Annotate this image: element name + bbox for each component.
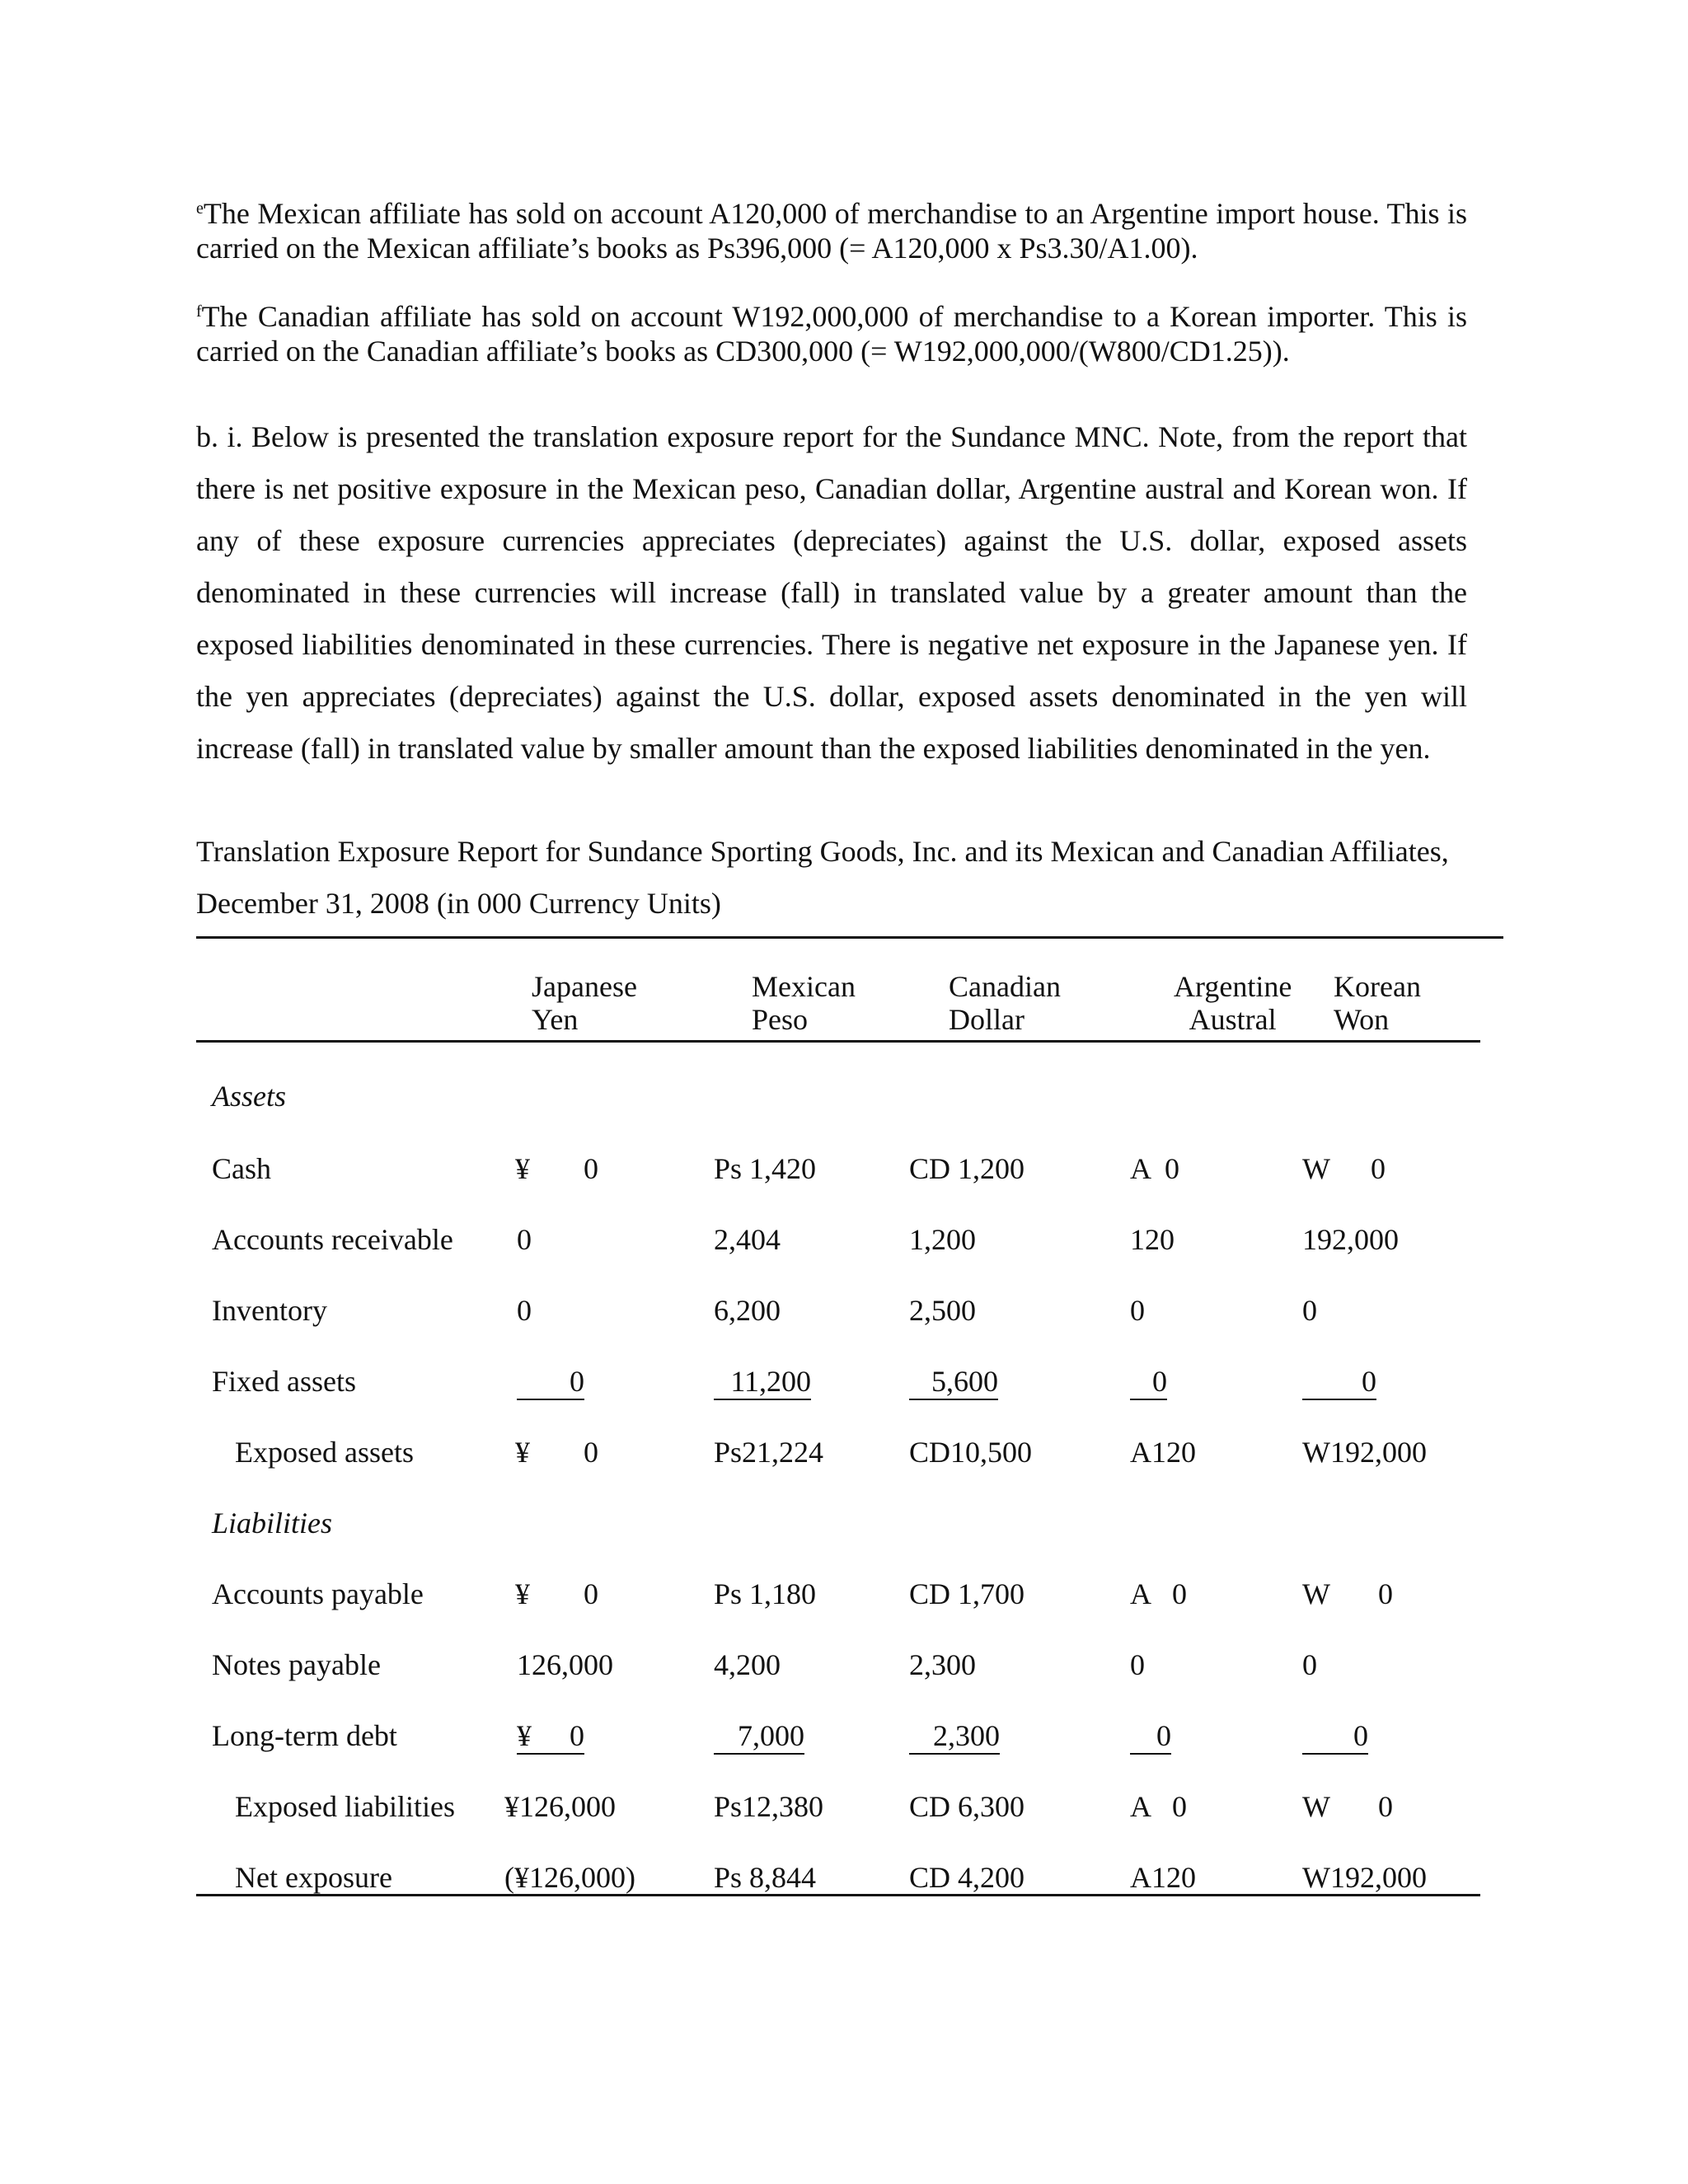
cell-yen-underlined bbox=[517, 1719, 584, 1755]
row-label-ar: Accounts receivable bbox=[212, 1223, 453, 1256]
cell-austral: 0 bbox=[1130, 1719, 1171, 1755]
cell-peso: Ps21,224 bbox=[714, 1436, 824, 1469]
cell-peso: 2,404 bbox=[714, 1223, 781, 1256]
header-rule bbox=[196, 1040, 1480, 1043]
cell-austral: A 0 bbox=[1130, 1790, 1188, 1823]
row-label-fixed-assets: Fixed assets bbox=[212, 1365, 356, 1398]
cell-won: 0 bbox=[1302, 1648, 1317, 1681]
cell-cad: CD 6,300 bbox=[909, 1790, 1025, 1823]
footnote-marker: e bbox=[196, 199, 204, 218]
cell-peso: 4,200 bbox=[714, 1648, 781, 1681]
report-title-line2: December 31, 2008 (in 000 Currency Units) bbox=[196, 887, 721, 920]
cell-won-symbol: W bbox=[1302, 1152, 1330, 1185]
cell-yen: 0 bbox=[517, 1365, 584, 1400]
footnote-marker: f bbox=[196, 302, 202, 321]
cell-peso: 6,200 bbox=[714, 1294, 781, 1327]
cell-won: W192,000 bbox=[1302, 1436, 1427, 1469]
cell-yen-symbol: ¥ bbox=[515, 1577, 530, 1610]
cell-cad: 2,300 bbox=[909, 1719, 1000, 1755]
cell-peso: Ps 1,180 bbox=[714, 1577, 817, 1610]
cell-austral: 120 bbox=[1130, 1223, 1175, 1256]
cell-peso: Ps12,380 bbox=[714, 1790, 824, 1823]
cell-won-symbol: W bbox=[1302, 1790, 1330, 1823]
cell-austral: 0 bbox=[1130, 1648, 1145, 1681]
cell-yen: 0 bbox=[584, 1152, 598, 1185]
footnote-f bbox=[196, 299, 1467, 368]
row-label-exposed-assets: Exposed assets bbox=[235, 1436, 414, 1469]
cell-won: 0 bbox=[1371, 1152, 1386, 1185]
row-label-long-term-debt: Long-term debt bbox=[212, 1719, 397, 1752]
cell-cad: CD 1,700 bbox=[909, 1577, 1025, 1610]
cell-won: 0 bbox=[1378, 1577, 1393, 1610]
section-assets: Assets bbox=[212, 1080, 286, 1113]
cell-won: 0 bbox=[1302, 1719, 1368, 1755]
cell-austral: A 0 bbox=[1130, 1152, 1180, 1185]
cell-austral: 0 bbox=[1130, 1294, 1145, 1327]
row-label-exposed-liabilities: Exposed liabilities bbox=[235, 1790, 455, 1823]
section-liabilities: Liabilities bbox=[212, 1507, 333, 1540]
cell-won-symbol: W bbox=[1302, 1577, 1330, 1610]
cell-yen: 0 bbox=[517, 1294, 532, 1327]
cell-cad: 1,200 bbox=[909, 1223, 976, 1256]
cell-austral: A120 bbox=[1130, 1436, 1196, 1469]
cell-cad: CD 4,200 bbox=[909, 1861, 1025, 1894]
cell-peso: Ps 1,420 bbox=[714, 1152, 817, 1185]
cell-peso: 11,200 bbox=[714, 1365, 811, 1400]
cell-won: 0 bbox=[1302, 1365, 1376, 1400]
cell-cad: CD 1,200 bbox=[909, 1152, 1025, 1185]
cell-won: 0 bbox=[1378, 1790, 1393, 1823]
cell-yen: 0 bbox=[584, 1436, 598, 1469]
cell-yen: 0 bbox=[570, 1719, 584, 1752]
row-label-ap: Accounts payable bbox=[212, 1577, 424, 1610]
table-bottom-rule bbox=[196, 1894, 1480, 1896]
cell-austral: 0 bbox=[1130, 1365, 1167, 1400]
cell-austral: A120 bbox=[1130, 1861, 1196, 1894]
cell-cad: 5,600 bbox=[909, 1365, 998, 1400]
cell-cad: 2,500 bbox=[909, 1294, 976, 1327]
cell-yen-symbol: ¥ bbox=[517, 1719, 532, 1752]
report-title bbox=[196, 826, 1482, 930]
cell-yen: 0 bbox=[584, 1577, 598, 1610]
cell-peso: Ps 8,844 bbox=[714, 1861, 817, 1894]
row-label-cash: Cash bbox=[212, 1152, 271, 1185]
cell-yen: 126,000 bbox=[517, 1648, 613, 1681]
body-paragraph: b. i. Below is presented the translation exposure report for the Sundance MNC. Note, from the report that there is net positive exposure in the Mexican peso, Canadian dollar, Argentine austral and Korean won. If any of these exposure currencies appreciates (depreciates) against the U.S. dollar, exposed assets denominated in these currencies will increase (fall) in translated value by a greater amount than the exposed liabilities denominated in these currencies. There is negative net exposure in the Japanese yen. If the yen appreciates (depreciates) against the U.S. dollar, exposed assets denominated in the yen will increase (fall) in translated value by smaller amount than the exposed liabilities denominated in the yen. bbox=[196, 420, 1467, 765]
cell-cad: CD10,500 bbox=[909, 1436, 1033, 1469]
header-cad: Canadian Dollar bbox=[949, 970, 1061, 1036]
cell-peso: 7,000 bbox=[714, 1719, 804, 1755]
report-title-line1: Translation Exposure Report for Sundance Sporting Goods, Inc. and its Mexican and Canadian Affiliates, bbox=[196, 835, 1449, 868]
header-yen: Japanese Yen bbox=[532, 970, 637, 1036]
footnote-e bbox=[196, 196, 1467, 265]
row-label-net-exposure: Net exposure bbox=[235, 1861, 392, 1894]
cell-won: W192,000 bbox=[1302, 1861, 1427, 1894]
cell-cad: 2,300 bbox=[909, 1648, 976, 1681]
cell-yen: (¥126,000) bbox=[504, 1861, 635, 1894]
cell-yen: 0 bbox=[517, 1223, 532, 1256]
cell-yen-symbol: ¥ bbox=[515, 1152, 530, 1185]
table-top-rule bbox=[196, 936, 1503, 939]
header-peso: Mexican Peso bbox=[752, 970, 856, 1036]
footnote-text: The Canadian affiliate has sold on account W192,000,000 of merchandise to a Korean importer. This is carried on the Canadian affiliate’s books as CD300,000 (= W192,000,000/(W800/CD1.25)). bbox=[196, 300, 1467, 368]
row-label-inventory: Inventory bbox=[212, 1294, 327, 1327]
cell-won: 0 bbox=[1302, 1294, 1317, 1327]
row-label-notes-payable: Notes payable bbox=[212, 1648, 381, 1681]
cell-austral: A 0 bbox=[1130, 1577, 1188, 1610]
header-austral: Argentine Austral bbox=[1174, 970, 1292, 1036]
cell-yen: ¥126,000 bbox=[504, 1790, 616, 1823]
footnote-text: The Mexican affiliate has sold on account A120,000 of merchandise to an Argentine import house. This is carried on the Mexican affiliate’s books as Ps396,000 (= A120,000 x Ps3.30/A1.00). bbox=[196, 197, 1467, 265]
cell-yen-symbol: ¥ bbox=[515, 1436, 530, 1469]
cell-won: 192,000 bbox=[1302, 1223, 1399, 1256]
header-won: Korean Won bbox=[1334, 970, 1421, 1036]
